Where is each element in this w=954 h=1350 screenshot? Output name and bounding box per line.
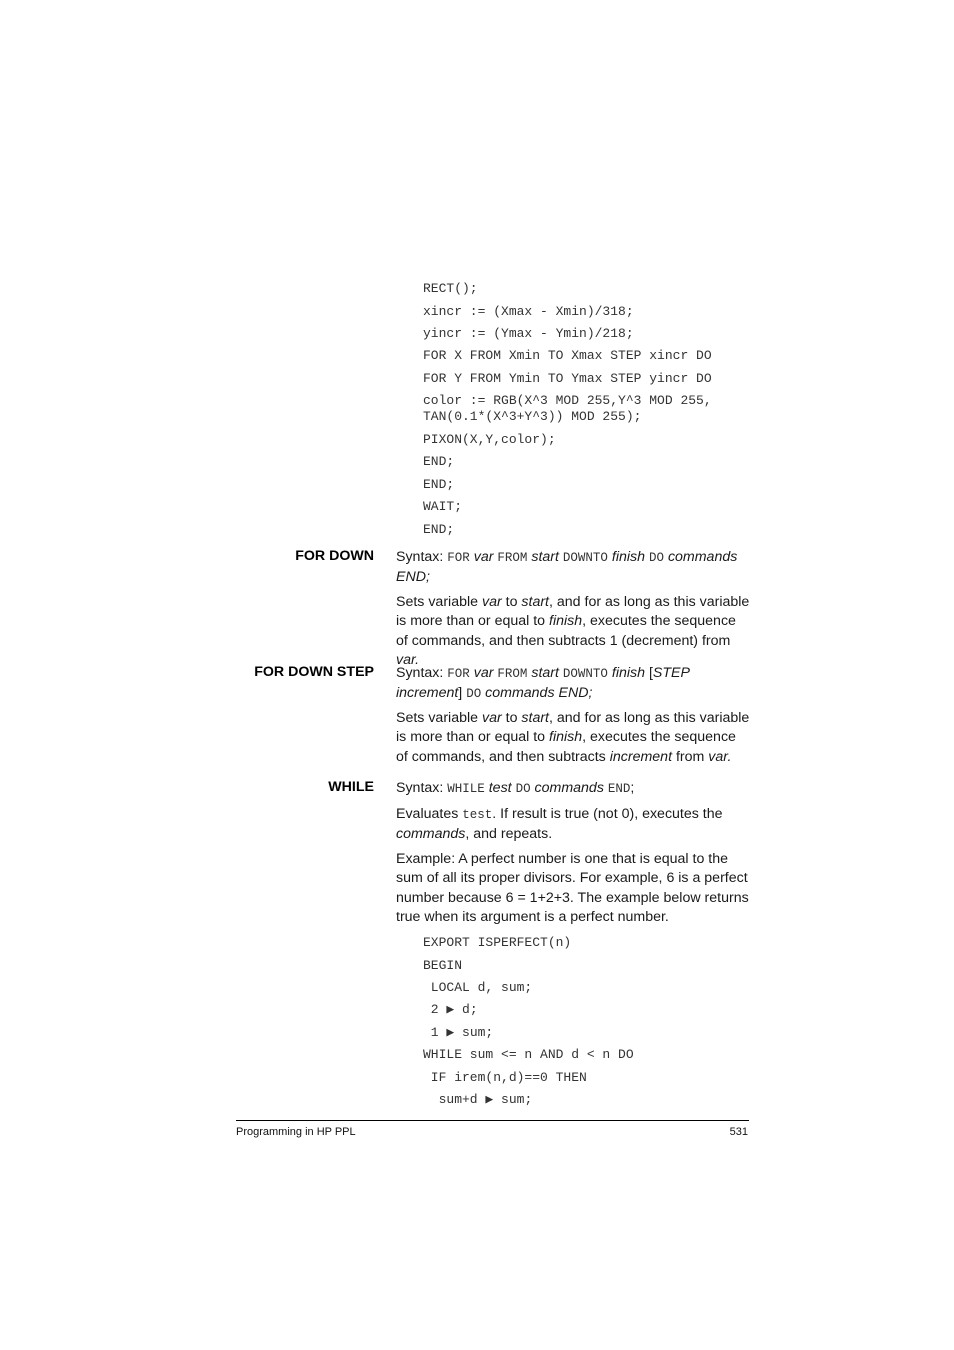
text: [ bbox=[645, 665, 653, 681]
param: start bbox=[521, 594, 549, 610]
keyword: END bbox=[607, 782, 631, 796]
code-line: xincr := (Xmax - Xmin)/318; bbox=[423, 304, 634, 319]
param: start bbox=[521, 710, 549, 726]
for-down-step-description bbox=[396, 709, 751, 767]
param: commands bbox=[396, 826, 466, 843]
param: finish bbox=[611, 665, 646, 681]
keyword: DO bbox=[466, 687, 482, 702]
text: Evaluates bbox=[396, 806, 463, 822]
text: , executes the sequence of commands, and then subtracts 1 (decrement) from bbox=[396, 613, 736, 649]
param: start bbox=[531, 549, 559, 565]
footer-rule bbox=[236, 1120, 749, 1121]
text: , executes the sequence of commands, and then subtracts bbox=[396, 729, 736, 765]
param: start bbox=[531, 665, 559, 681]
param: STEP increment bbox=[396, 665, 690, 702]
text: , and repeats. bbox=[465, 826, 553, 843]
param: test bbox=[488, 780, 512, 796]
code-line: WHILE sum <= n AND d < n DO bbox=[423, 1047, 634, 1062]
code-line: EXPORT ISPERFECT(n) bbox=[423, 935, 572, 950]
param: var bbox=[473, 549, 494, 565]
code-line: RECT(); bbox=[423, 281, 478, 296]
text: , and for as long as this variable is more than or equal to bbox=[396, 594, 750, 630]
text: to bbox=[501, 594, 522, 610]
while-example: Example: A perfect number is one that is equal to the sum of all its proper divisors. For example, 6 is a perfect number because 6 = 1+2+3. The example below returns true when its argument is a perfect number. bbox=[396, 851, 749, 925]
param: var bbox=[473, 665, 494, 681]
param: commands bbox=[534, 780, 604, 796]
while-evaluation bbox=[396, 805, 751, 845]
code-line: FOR X FROM Xmin TO Xmax STEP xincr DO bbox=[423, 348, 712, 363]
code-line: END; bbox=[423, 522, 455, 537]
param: finish bbox=[549, 729, 583, 746]
page-number: 531 bbox=[729, 1126, 748, 1138]
text: , and for as long as this variable is more than or equal to bbox=[396, 710, 750, 746]
while-syntax bbox=[396, 779, 751, 799]
keyword: test bbox=[462, 808, 493, 822]
text: Sets variable bbox=[396, 594, 482, 610]
code-line: 2 ▶ d; bbox=[423, 1002, 478, 1017]
code-line: END; bbox=[423, 477, 455, 492]
section-heading-for-down: FOR DOWN bbox=[295, 548, 374, 564]
code-line: color := RGB(X^3 MOD 255,Y^3 MOD 255, TAN(0.1*(X^3+Y^3)) MOD 255); bbox=[423, 393, 712, 424]
keyword: DOWNTO bbox=[562, 667, 608, 681]
keyword: FROM bbox=[497, 551, 528, 565]
for-down-step-syntax bbox=[396, 664, 751, 705]
param: var. bbox=[708, 748, 732, 765]
section-heading-for-down-step: FOR DOWN STEP bbox=[254, 664, 374, 680]
keyword: FOR bbox=[447, 667, 470, 681]
text: Sets variable bbox=[396, 710, 482, 726]
code-line: yincr := (Ymax - Ymin)/218; bbox=[423, 326, 634, 341]
code-line: FOR Y FROM Ymin TO Ymax STEP yincr DO bbox=[423, 371, 712, 386]
footer-title: Programming in HP PPL bbox=[236, 1126, 356, 1138]
keyword: DOWNTO bbox=[562, 551, 608, 565]
text: to bbox=[501, 710, 522, 726]
param: var bbox=[481, 710, 502, 726]
text: ] bbox=[458, 685, 467, 702]
param: finish bbox=[611, 549, 646, 565]
syntax-label: Syntax: bbox=[396, 665, 448, 681]
syntax-label: Syntax: bbox=[396, 549, 448, 565]
code-line: PIXON(X,Y,color); bbox=[423, 432, 556, 447]
for-down-description bbox=[396, 593, 751, 670]
text: ; bbox=[630, 780, 635, 796]
param: commands END; bbox=[396, 549, 738, 586]
code-line: 1 ▶ sum; bbox=[423, 1025, 494, 1040]
keyword: WHILE bbox=[447, 782, 485, 796]
code-line: WAIT; bbox=[423, 499, 463, 514]
code-line: END; bbox=[423, 454, 455, 469]
code-line: BEGIN bbox=[423, 958, 463, 973]
text: from bbox=[672, 748, 709, 765]
text: . If result is true (not 0), executes the bbox=[492, 806, 723, 822]
syntax-label: Syntax: bbox=[396, 780, 448, 796]
param: var. bbox=[396, 651, 420, 668]
code-line: sum+d ▶ sum; bbox=[423, 1092, 533, 1107]
keyword: FOR bbox=[447, 551, 470, 565]
keyword: DO bbox=[515, 782, 531, 796]
code-line: LOCAL d, sum; bbox=[423, 980, 533, 995]
param: commands END; bbox=[485, 685, 593, 702]
param: var bbox=[481, 594, 502, 610]
section-heading-while: WHILE bbox=[328, 779, 374, 795]
for-down-syntax bbox=[396, 548, 751, 588]
keyword: DO bbox=[648, 551, 664, 565]
keyword: FROM bbox=[497, 667, 528, 681]
param: finish bbox=[549, 613, 583, 630]
param: increment bbox=[609, 748, 673, 765]
code-line: IF irem(n,d)==0 THEN bbox=[423, 1070, 587, 1085]
